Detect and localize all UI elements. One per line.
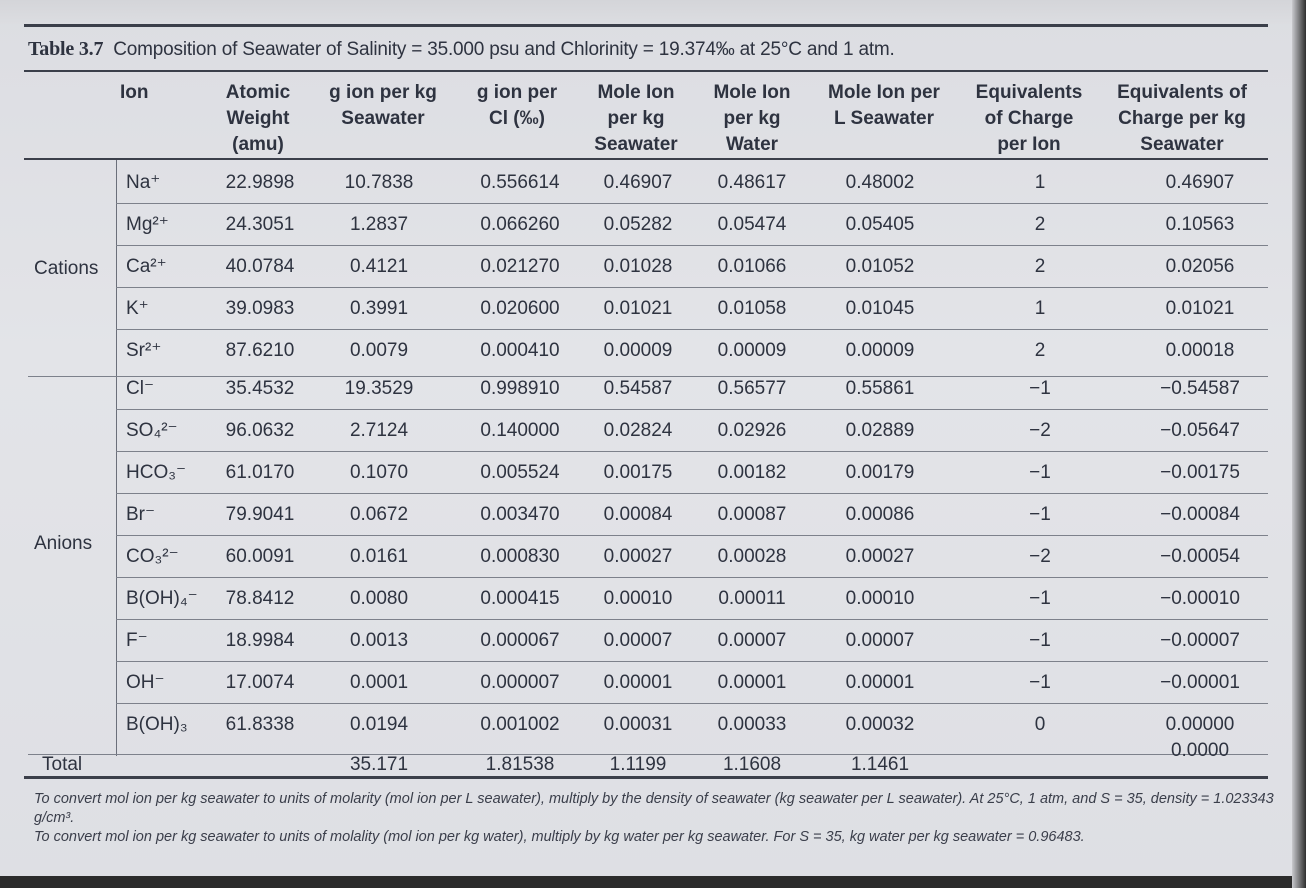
ion-cell: B(OH)₃ — [126, 714, 188, 735]
mole-kg-seawater-cell: 0.00009 — [603, 340, 673, 361]
header-rule — [24, 158, 1268, 160]
equiv-per-ion-cell: 1 — [1034, 172, 1046, 193]
table-row — [0, 620, 1306, 662]
equiv-per-kg-cell: −0.54587 — [1160, 378, 1240, 399]
g-per-cl-cell: 0.556614 — [480, 172, 560, 193]
ion-cell: HCO₃⁻ — [126, 462, 186, 483]
ion-cell: F⁻ — [126, 630, 148, 651]
mole-kg-water-cell: 0.00001 — [717, 672, 787, 693]
g-per-kg-cell: 0.0194 — [349, 714, 409, 735]
table-row — [0, 410, 1306, 452]
table-row — [0, 162, 1306, 204]
table-row — [0, 494, 1306, 536]
table-row — [0, 662, 1306, 704]
mole-l-seawater-cell: 0.00007 — [845, 630, 915, 651]
table-title: Composition of Seawater of Salinity = 35.000 psu and Chlorinity = 19.374‰ at 25°C and 1 atm. — [113, 39, 895, 60]
mole-kg-water-cell: 0.00087 — [717, 504, 787, 525]
table-row — [0, 288, 1306, 330]
g-per-cl-cell: 0.140000 — [480, 420, 560, 441]
mole-kg-seawater-cell: 0.00175 — [603, 462, 673, 483]
caption-rule — [24, 70, 1268, 72]
mole-kg-water-cell: 0.00009 — [717, 340, 787, 361]
equiv-per-ion-cell: 2 — [1034, 256, 1046, 277]
mole-kg-water-cell: 0.00028 — [717, 546, 787, 567]
g-per-kg-cell: 0.1070 — [349, 462, 409, 483]
header-mole-kg-seawater: Mole Ion per kg Seawater — [594, 82, 678, 155]
footnote-molality: To convert mol ion per kg seawater to units of molality (mol ion per kg water), multiply by kg water per kg seawater. For S = 35, kg water per kg seawater = 0.96483. — [34, 829, 1085, 845]
mole-kg-water-cell: 0.01066 — [717, 256, 787, 277]
equiv-per-kg-cell: −0.00084 — [1160, 504, 1240, 525]
g-per-kg-cell: 0.4121 — [349, 256, 409, 277]
equiv-per-kg-cell: 0.10563 — [1165, 214, 1235, 235]
equiv-per-kg-cell: 0.46907 — [1165, 172, 1235, 193]
table-footnote — [34, 790, 1274, 847]
mole-kg-water-cell: 0.05474 — [717, 214, 787, 235]
atomic-weight-cell: 24.3051 — [225, 214, 295, 235]
table-row — [0, 704, 1306, 746]
total-mole-kg-water: 1.1608 — [722, 754, 782, 775]
mole-kg-seawater-cell: 0.00084 — [603, 504, 673, 525]
g-per-kg-cell: 0.3991 — [349, 298, 409, 319]
atomic-weight-cell: 22.9898 — [225, 172, 295, 193]
equiv-per-ion-cell: 2 — [1034, 214, 1046, 235]
mole-kg-seawater-cell: 0.00001 — [603, 672, 673, 693]
mole-kg-water-cell: 0.00011 — [718, 588, 786, 609]
equiv-per-ion-cell: −1 — [1029, 378, 1051, 399]
mole-kg-seawater-cell: 0.05282 — [603, 214, 673, 235]
mole-l-seawater-cell: 0.48002 — [845, 172, 915, 193]
table-bottom-rule — [24, 776, 1268, 779]
header-mole-l-seawater: Mole Ion per L Seawater — [828, 82, 940, 129]
equiv-per-kg-cell: 0.00018 — [1165, 340, 1235, 361]
ion-cell: Br⁻ — [126, 504, 156, 525]
ion-cell: Mg²⁺ — [126, 214, 169, 235]
equiv-per-ion-cell: −1 — [1029, 462, 1051, 483]
mole-kg-water-cell: 0.56577 — [717, 378, 787, 399]
table-top-rule — [24, 24, 1268, 27]
equiv-per-ion-cell: 1 — [1034, 298, 1046, 319]
equiv-per-ion-cell: −1 — [1029, 588, 1051, 609]
g-per-kg-cell: 0.0161 — [349, 546, 409, 567]
mole-l-seawater-cell: 0.05405 — [845, 214, 915, 235]
g-per-cl-cell: 0.998910 — [480, 378, 560, 399]
mole-l-seawater-cell: 0.00027 — [845, 546, 915, 567]
equiv-per-kg-cell: 0.01021 — [1165, 298, 1235, 319]
atomic-weight-cell: 60.0091 — [225, 546, 295, 567]
table-caption — [28, 38, 895, 61]
equiv-per-ion-cell: −2 — [1029, 546, 1051, 567]
mole-kg-seawater-cell: 0.00031 — [603, 714, 673, 735]
ion-cell: CO₃²⁻ — [126, 546, 179, 567]
page-top-edge — [0, 0, 1306, 24]
total-mole-kg-seawater: 1.1199 — [609, 754, 667, 775]
g-per-kg-cell: 10.7838 — [344, 172, 414, 193]
table-row — [0, 578, 1306, 620]
footnote-molarity: To convert mol ion per kg seawater to units of molarity (mol ion per L seawater), multiply by the density of seawater (kg seawater per L seawater). At 25°C, 1 atm, and S = 35, density = 1.023343 g/cm³. — [34, 791, 1274, 826]
ion-cell: Cl⁻ — [126, 378, 154, 399]
g-per-kg-cell: 0.0001 — [349, 672, 409, 693]
header-equiv-per-kg: Equivalents of Charge per kg Seawater — [1117, 82, 1247, 155]
mole-kg-seawater-cell: 0.00007 — [603, 630, 673, 651]
header-ion: Ion — [120, 82, 149, 103]
equiv-per-kg-cell: −0.00054 — [1160, 546, 1240, 567]
mole-kg-seawater-cell: 0.01021 — [603, 298, 673, 319]
equiv-per-kg-cell: −0.00010 — [1160, 588, 1240, 609]
mole-l-seawater-cell: 0.00032 — [845, 714, 915, 735]
header-mole-kg-water: Mole Ion per kg Water — [713, 82, 791, 155]
mole-l-seawater-cell: 0.00086 — [845, 504, 915, 525]
g-per-cl-cell: 0.066260 — [480, 214, 560, 235]
atomic-weight-cell: 96.0632 — [225, 420, 295, 441]
group-label-cations: Cations — [34, 258, 99, 279]
ion-cell: K⁺ — [126, 298, 149, 319]
ion-cell: OH⁻ — [126, 672, 165, 693]
mole-l-seawater-cell: 0.00009 — [845, 340, 915, 361]
atomic-weight-cell: 61.0170 — [225, 462, 295, 483]
atomic-weight-cell: 39.0983 — [225, 298, 295, 319]
ion-cell: Sr²⁺ — [126, 340, 162, 361]
mole-kg-seawater-cell: 0.54587 — [603, 378, 673, 399]
group-label-anions: Anions — [34, 533, 93, 554]
atomic-weight-cell: 17.0074 — [225, 672, 295, 693]
mole-kg-seawater-cell: 0.46907 — [603, 172, 673, 193]
equiv-per-kg-cell: −0.00007 — [1160, 630, 1240, 651]
mole-l-seawater-cell: 0.01052 — [845, 256, 915, 277]
atomic-weight-cell: 61.8338 — [225, 714, 295, 735]
g-per-cl-cell: 0.000415 — [480, 588, 560, 609]
mole-l-seawater-cell: 0.02889 — [845, 420, 915, 441]
mole-kg-water-cell: 0.00007 — [717, 630, 787, 651]
g-per-cl-cell: 0.021270 — [480, 256, 560, 277]
total-g-per-kg: 35.171 — [349, 754, 409, 775]
g-per-cl-cell: 0.020600 — [480, 298, 560, 319]
g-per-cl-cell: 0.000410 — [480, 340, 560, 361]
g-per-kg-cell: 19.3529 — [344, 378, 414, 399]
table-row — [0, 536, 1306, 578]
g-per-cl-cell: 0.003470 — [480, 504, 560, 525]
equiv-per-kg-cell: −0.00001 — [1160, 672, 1240, 693]
equiv-per-ion-cell: −1 — [1029, 672, 1051, 693]
g-per-cl-cell: 0.001002 — [480, 714, 560, 735]
atomic-weight-cell: 87.6210 — [225, 340, 295, 361]
ion-cell: Na⁺ — [126, 172, 161, 193]
g-per-kg-cell: 0.0672 — [349, 504, 409, 525]
atomic-weight-cell: 40.0784 — [225, 256, 295, 277]
equiv-per-ion-cell: −1 — [1029, 630, 1051, 651]
mole-l-seawater-cell: 0.00179 — [845, 462, 915, 483]
table-row — [0, 452, 1306, 494]
atomic-weight-cell: 35.4532 — [225, 378, 295, 399]
mole-kg-seawater-cell: 0.00010 — [603, 588, 673, 609]
g-per-kg-cell: 2.7124 — [349, 420, 409, 441]
ion-cell: B(OH)₄⁻ — [126, 588, 198, 609]
ion-cell: Ca²⁺ — [126, 256, 167, 277]
g-per-cl-cell: 0.000007 — [480, 672, 560, 693]
equiv-per-kg-cell: −0.05647 — [1160, 420, 1240, 441]
ion-cell: SO₄²⁻ — [126, 420, 178, 441]
page-bottom-shadow — [0, 876, 1306, 888]
header-atomic-weight: Atomic Weight (amu) — [225, 82, 291, 155]
table-row — [0, 368, 1306, 410]
mole-l-seawater-cell: 0.01045 — [845, 298, 915, 319]
g-per-kg-cell: 1.2837 — [349, 214, 409, 235]
header-g-per-kg: g ion per kg Seawater — [329, 82, 437, 129]
mole-l-seawater-cell: 0.00001 — [845, 672, 915, 693]
g-per-cl-cell: 0.000067 — [480, 630, 560, 651]
header-equiv-per-ion: Equivalents of Charge per Ion — [975, 82, 1083, 155]
table-row — [0, 330, 1306, 372]
mole-kg-seawater-cell: 0.00027 — [603, 546, 673, 567]
table-number: Table 3.7 — [28, 38, 104, 60]
atomic-weight-cell: 78.8412 — [225, 588, 295, 609]
total-g-per-cl: 1.81538 — [485, 754, 555, 775]
equiv-per-ion-cell: 0 — [1034, 714, 1046, 735]
g-per-kg-cell: 0.0079 — [349, 340, 409, 361]
g-per-cl-cell: 0.005524 — [480, 462, 560, 483]
mole-kg-water-cell: 0.48617 — [717, 172, 787, 193]
g-per-kg-cell: 0.0080 — [349, 588, 409, 609]
equiv-per-kg-cell: −0.00175 — [1160, 462, 1240, 483]
header-g-per-cl: g ion per Cl (‰) — [476, 82, 558, 129]
total-equiv-per-kg: 0.0000 — [1170, 740, 1230, 761]
atomic-weight-cell: 79.9041 — [225, 504, 295, 525]
page-right-shadow — [1292, 0, 1306, 888]
g-per-kg-cell: 0.0013 — [349, 630, 409, 651]
equiv-per-kg-cell: 0.00000 — [1165, 714, 1235, 735]
equiv-per-ion-cell: −2 — [1029, 420, 1051, 441]
mole-kg-water-cell: 0.00033 — [717, 714, 787, 735]
equiv-per-ion-cell: −1 — [1029, 504, 1051, 525]
mole-kg-seawater-cell: 0.02824 — [603, 420, 673, 441]
mole-kg-water-cell: 0.02926 — [717, 420, 787, 441]
g-per-cl-cell: 0.000830 — [480, 546, 560, 567]
equiv-per-kg-cell: 0.02056 — [1165, 256, 1235, 277]
mole-kg-seawater-cell: 0.01028 — [603, 256, 673, 277]
mole-l-seawater-cell: 0.00010 — [845, 588, 915, 609]
mole-kg-water-cell: 0.01058 — [717, 298, 787, 319]
equiv-per-ion-cell: 2 — [1034, 340, 1046, 361]
table-row — [0, 246, 1306, 288]
total-label: Total — [42, 754, 83, 775]
mole-kg-water-cell: 0.00182 — [717, 462, 787, 483]
table-row — [0, 204, 1306, 246]
total-mole-l-seawater: 1.1461 — [850, 754, 910, 775]
mole-l-seawater-cell: 0.55861 — [845, 378, 915, 399]
atomic-weight-cell: 18.9984 — [225, 630, 295, 651]
